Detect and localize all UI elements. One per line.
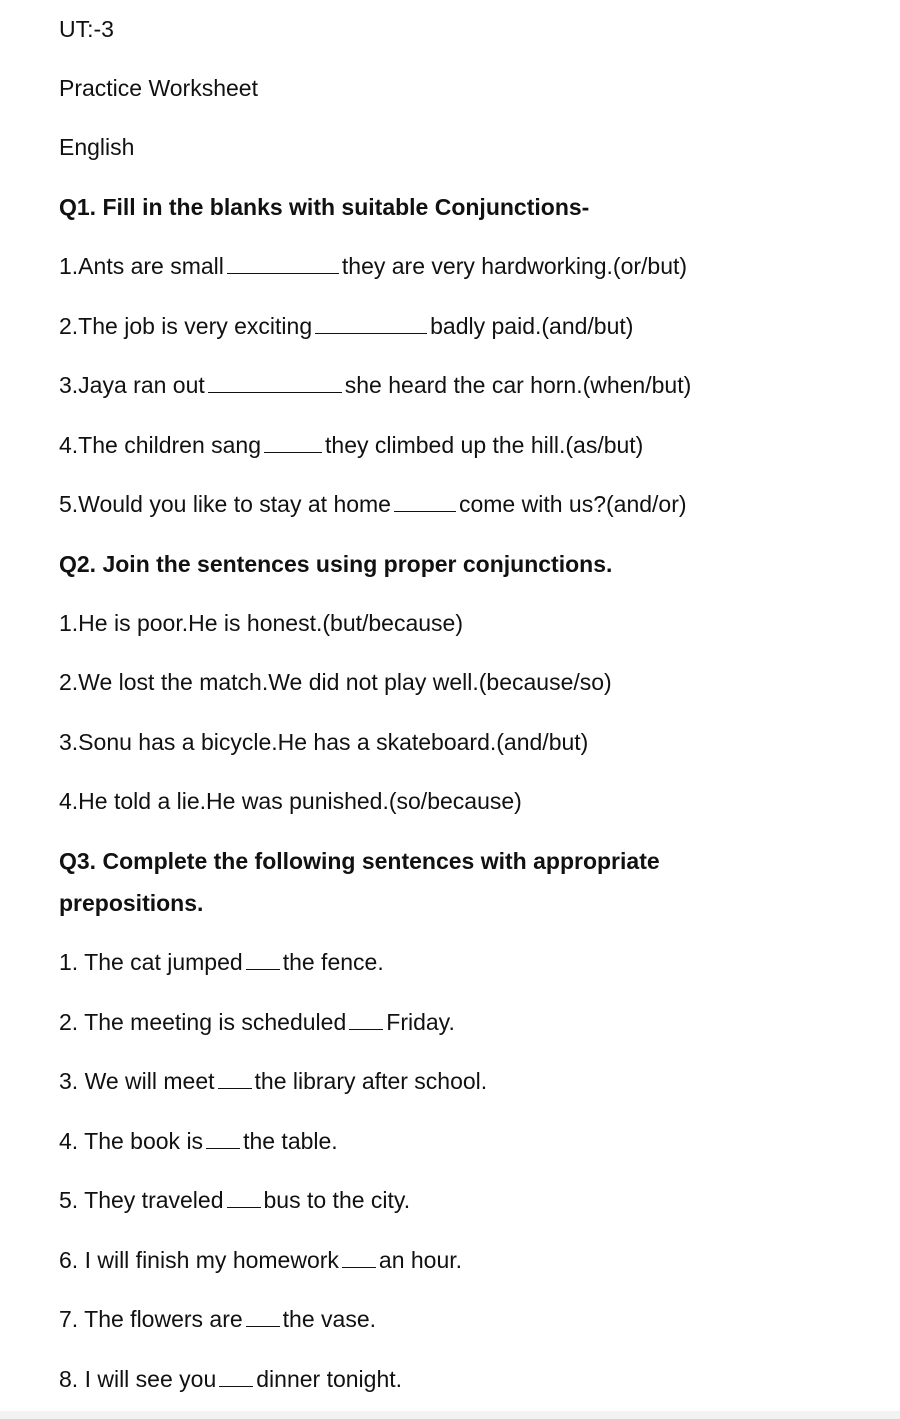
- q3-item: [59, 1305, 376, 1333]
- page-bottom-edge: [0, 1411, 900, 1419]
- q3-item-text: Friday.: [386, 1009, 455, 1035]
- q1-item: [59, 312, 633, 340]
- answer-blank: [219, 1368, 253, 1387]
- q3-item-text: an hour.: [378, 1247, 463, 1273]
- q3-item-text: 3. We will meet: [59, 1068, 215, 1094]
- q2-heading: Q2. Join the sentences using proper conjunctions.: [59, 551, 613, 577]
- q1-item-text: 5.Would you like to stay at home: [59, 491, 391, 517]
- q3-item-text: the fence.: [282, 949, 384, 975]
- q1-item-text: 1.Ants are small: [59, 253, 224, 279]
- q2-item: 3.Sonu has a bicycle.He has a skateboard.(and/but): [59, 729, 589, 755]
- q3-item-text: the table.: [243, 1128, 338, 1154]
- q1-item: [59, 252, 687, 280]
- q1-item-text: 4.The children sang: [59, 432, 262, 458]
- q3-item-text: 5. They traveled: [59, 1187, 224, 1213]
- answer-blank: [349, 1011, 383, 1030]
- q2-item: 2.We lost the match.We did not play well.(because/so): [59, 669, 612, 695]
- q3-item: [59, 948, 384, 976]
- q3-item: [59, 1127, 338, 1155]
- q3-heading-continued: prepositions.: [59, 890, 204, 916]
- answer-blank: [394, 493, 456, 512]
- q1-item: [59, 371, 691, 399]
- q3-item: [59, 1186, 410, 1214]
- answer-blank: [246, 1308, 280, 1327]
- q1-item: [59, 431, 643, 459]
- answer-blank: [227, 1189, 261, 1208]
- q1-item-text: she heard the car horn.(when/but): [344, 372, 692, 398]
- q1-item-text: badly paid.(and/but): [430, 313, 634, 339]
- q3-item-text: 6. I will finish my homework: [59, 1247, 339, 1273]
- q3-item-text: the vase.: [282, 1306, 377, 1332]
- q3-item-text: the library after school.: [254, 1068, 488, 1094]
- answer-blank: [342, 1249, 376, 1268]
- subject-label: English: [59, 134, 135, 160]
- answer-blank: [246, 951, 280, 970]
- q1-item-text: they are very hardworking.(or/but): [341, 253, 688, 279]
- unit-test-label: UT:-3: [59, 16, 114, 42]
- q1-item-text: they climbed up the hill.(as/but): [325, 432, 644, 458]
- q3-item: [59, 1008, 455, 1036]
- answer-blank: [218, 1070, 252, 1089]
- answer-blank: [264, 434, 322, 453]
- q3-item: [59, 1246, 462, 1274]
- q1-item-text: come with us?(and/or): [458, 491, 687, 517]
- worksheet-title: Practice Worksheet: [59, 75, 258, 101]
- q3-item-text: 4. The book is: [59, 1128, 204, 1154]
- q1-item-text: 2.The job is very exciting: [59, 313, 313, 339]
- q3-item: [59, 1067, 487, 1095]
- q3-heading: Q3. Complete the following sentences with appropriate: [59, 848, 660, 874]
- q3-item-text: 8. I will see you: [59, 1366, 217, 1392]
- answer-blank: [315, 315, 427, 334]
- q1-item-text: 3.Jaya ran out: [59, 372, 205, 398]
- q3-item: [59, 1365, 402, 1393]
- q1-item: [59, 490, 687, 518]
- q3-item-text: dinner tonight.: [256, 1366, 403, 1392]
- q2-item: 1.He is poor.He is honest.(but/because): [59, 610, 464, 636]
- q3-item-text: 2. The meeting is scheduled: [59, 1009, 347, 1035]
- answer-blank: [227, 255, 339, 274]
- answer-blank: [208, 374, 342, 393]
- q3-item-text: bus to the city.: [263, 1187, 411, 1213]
- answer-blank: [206, 1130, 240, 1149]
- q1-heading: Q1. Fill in the blanks with suitable Conjunctions-: [59, 194, 590, 220]
- q3-item-text: 7. The flowers are: [59, 1306, 243, 1332]
- q3-item-text: 1. The cat jumped: [59, 949, 243, 975]
- q2-item: 4.He told a lie.He was punished.(so/because): [59, 788, 522, 814]
